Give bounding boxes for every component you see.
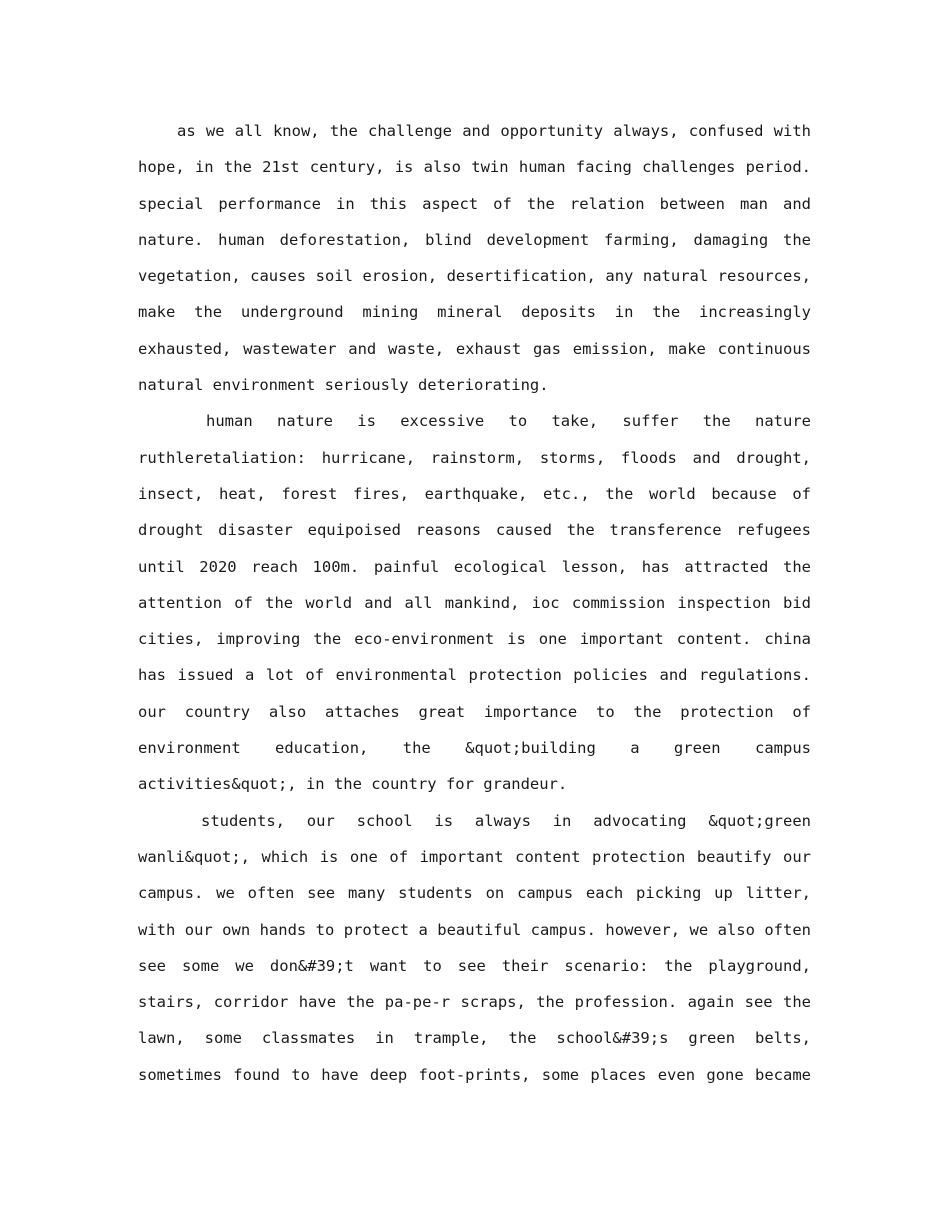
- document-body: [138, 113, 811, 1093]
- paragraph-1: as we all know, the challenge and opportunity always, confused with hope, in the 21st century, is also twin human facing challenges period. special performance in this aspect of the relation between man and nature. human deforestation, blind development farming, damaging the vegetation, causes soil erosion, desertification, any natural resources, make the underground mining mineral deposits in the increasingly exhausted, wastewater and waste, exhaust gas emission, make continuous natural environment seriously deteriorating.: [138, 122, 811, 395]
- paragraph-3: students, our school is always in advocating &quot;green wanli&quot;, which is one of important content protection beautify our campus. we often see many students on campus each picking up litter, with our own hands to protect a beautiful campus. however, we also often see some we don&#39;t want to see their scenario: the playground, stairs, corridor have the pa-pe-r scraps, the profession. again see the lawn, some classmates in trample, the school&#39;s green belts, sometimes found to have deep foot-prints, some places even gone became: [138, 811, 811, 1084]
- paragraph-2: human nature is excessive to take, suffer the nature ruthleretaliation: hurricane, rainstorm, storms, floods and drought, insect, heat, forest fires, earthquake, etc., the world because of drought disaster equipoised reasons caused the transference refugees until 2020 reach 100m. painful ecological lesson, has attracted the attention of the world and all mankind, ioc commission inspection bid cities, improving the eco-environment is one important content. china has issued a lot of environmental protection policies and regulations. our country also attaches great importance to the protection of environment education, the &quot;building a green campus activities&quot;, in the country for grandeur.: [138, 412, 811, 794]
